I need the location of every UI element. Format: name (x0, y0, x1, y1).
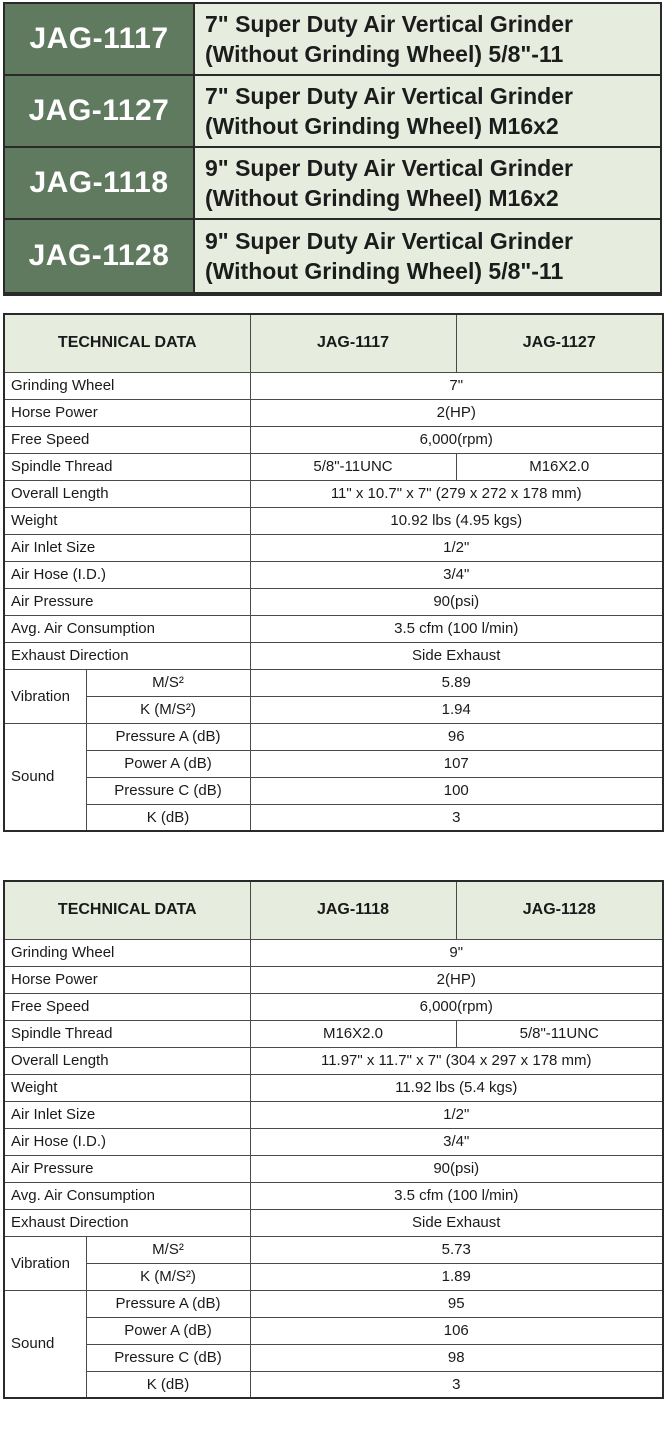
row-value: 3.5 cfm (100 l/min) (250, 1182, 663, 1209)
model-description-line: (Without Grinding Wheel) M16x2 (205, 185, 559, 211)
row-value: 11" x 10.7" x 7" (279 x 272 x 178 mm) (250, 480, 663, 507)
model-b-header: JAG-1128 (456, 881, 663, 939)
table-row (4, 1317, 663, 1344)
model-description-line: 7" Super Duty Air Vertical Grinder (205, 11, 573, 37)
group-label-vibration: Vibration (4, 669, 86, 723)
table-row (4, 669, 663, 696)
row-label: Free Speed (4, 993, 250, 1020)
table-row (4, 1371, 663, 1398)
row-label: Exhaust Direction (4, 642, 250, 669)
row-label: Horse Power (4, 399, 250, 426)
table-row (4, 615, 663, 642)
model-b-header: JAG-1127 (456, 314, 663, 372)
row-value: 6,000(rpm) (250, 426, 663, 453)
table-row (4, 804, 663, 831)
row-label: Pressure C (dB) (86, 1344, 250, 1371)
table-row (4, 1182, 663, 1209)
table-row (4, 750, 663, 777)
table-row (4, 723, 663, 750)
row-value: 1.89 (250, 1263, 663, 1290)
table-row (4, 993, 663, 1020)
row-value: 10.92 lbs (4.95 kgs) (250, 507, 663, 534)
model-code: JAG-1117 (5, 4, 193, 74)
row-value: 11.92 lbs (5.4 kgs) (250, 1074, 663, 1101)
row-label: Weight (4, 1074, 250, 1101)
model-description (195, 4, 660, 74)
row-value: 95 (250, 1290, 663, 1317)
row-label: Avg. Air Consumption (4, 615, 250, 642)
row-value: 5/8"-11UNC (456, 1020, 663, 1047)
model-description-line: (Without Grinding Wheel) 5/8"-11 (205, 258, 564, 284)
row-label: Avg. Air Consumption (4, 1182, 250, 1209)
row-value: Side Exhaust (250, 642, 663, 669)
row-label: Spindle Thread (4, 453, 250, 480)
row-value: 2(HP) (250, 399, 663, 426)
table-row (4, 1236, 663, 1263)
table-title: TECHNICAL DATA (4, 881, 250, 939)
group-label-sound: Sound (4, 1290, 86, 1398)
row-label: M/S² (86, 669, 250, 696)
row-value: 11.97" x 11.7" x 7" (304 x 297 x 178 mm) (250, 1047, 663, 1074)
model-description-line: 9" Super Duty Air Vertical Grinder (205, 155, 573, 181)
row-value: 7" (250, 372, 663, 399)
table-row (4, 696, 663, 723)
model-code: JAG-1128 (5, 220, 193, 292)
table-row (4, 1209, 663, 1236)
table-row (4, 1344, 663, 1371)
row-label: Free Speed (4, 426, 250, 453)
model-row (5, 4, 660, 74)
row-value: 107 (250, 750, 663, 777)
model-description (195, 220, 660, 292)
row-label: Air Hose (I.D.) (4, 1128, 250, 1155)
row-value: 9" (250, 939, 663, 966)
model-row (5, 148, 660, 218)
model-a-header: JAG-1118 (250, 881, 456, 939)
table-row (4, 534, 663, 561)
row-value: M16X2.0 (250, 1020, 456, 1047)
row-label: Pressure C (dB) (86, 777, 250, 804)
row-value: Side Exhaust (250, 1209, 663, 1236)
table-row (4, 561, 663, 588)
table-header-row (4, 314, 663, 372)
model-code: JAG-1127 (5, 76, 193, 146)
table-row (4, 1020, 663, 1047)
row-value: 3 (250, 804, 663, 831)
row-value: 5.73 (250, 1236, 663, 1263)
group-label-sound: Sound (4, 723, 86, 831)
table-header-row (4, 881, 663, 939)
table-title: TECHNICAL DATA (4, 314, 250, 372)
row-label: Overall Length (4, 480, 250, 507)
table-row (4, 1047, 663, 1074)
group-label-vibration: Vibration (4, 1236, 86, 1290)
row-label: Weight (4, 507, 250, 534)
spec-table-2 (3, 880, 664, 1399)
row-value: 6,000(rpm) (250, 993, 663, 1020)
model-description-line: 9" Super Duty Air Vertical Grinder (205, 228, 573, 254)
model-description-line: (Without Grinding Wheel) M16x2 (205, 113, 559, 139)
row-value: 3/4" (250, 1128, 663, 1155)
row-label: Air Inlet Size (4, 534, 250, 561)
row-label: Air Pressure (4, 1155, 250, 1182)
model-row (5, 76, 660, 146)
table-row (4, 642, 663, 669)
row-label: Air Inlet Size (4, 1101, 250, 1128)
table-row (4, 1074, 663, 1101)
model-description-line: 7" Super Duty Air Vertical Grinder (205, 83, 573, 109)
row-label: Air Hose (I.D.) (4, 561, 250, 588)
table-row (4, 1290, 663, 1317)
model-row (5, 220, 660, 292)
table-row (4, 1101, 663, 1128)
row-value: M16X2.0 (456, 453, 663, 480)
model-a-header: JAG-1117 (250, 314, 456, 372)
row-label: Grinding Wheel (4, 372, 250, 399)
row-label: K (M/S²) (86, 696, 250, 723)
row-value: 3 (250, 1371, 663, 1398)
row-value: 98 (250, 1344, 663, 1371)
table-row (4, 588, 663, 615)
row-value: 5.89 (250, 669, 663, 696)
row-label: Power A (dB) (86, 750, 250, 777)
row-label: K (M/S²) (86, 1263, 250, 1290)
row-value: 90(psi) (250, 588, 663, 615)
model-description-line: (Without Grinding Wheel) 5/8"-11 (205, 41, 564, 67)
row-label: Grinding Wheel (4, 939, 250, 966)
row-label: Horse Power (4, 966, 250, 993)
row-value: 90(psi) (250, 1155, 663, 1182)
row-value: 106 (250, 1317, 663, 1344)
table-row (4, 1263, 663, 1290)
table-row (4, 399, 663, 426)
table-row (4, 939, 663, 966)
row-label: Exhaust Direction (4, 1209, 250, 1236)
row-label: Pressure A (dB) (86, 1290, 250, 1317)
model-description (195, 76, 660, 146)
table-row (4, 480, 663, 507)
row-value: 3.5 cfm (100 l/min) (250, 615, 663, 642)
table-row (4, 507, 663, 534)
row-label: Air Pressure (4, 588, 250, 615)
row-value: 1.94 (250, 696, 663, 723)
spec-table-1 (3, 313, 664, 832)
table-row (4, 372, 663, 399)
row-label: Overall Length (4, 1047, 250, 1074)
row-label: K (dB) (86, 1371, 250, 1398)
row-value: 3/4" (250, 561, 663, 588)
row-label: Pressure A (dB) (86, 723, 250, 750)
table-row (4, 1128, 663, 1155)
table-row (4, 966, 663, 993)
row-label: Power A (dB) (86, 1317, 250, 1344)
row-value: 96 (250, 723, 663, 750)
table-row (4, 426, 663, 453)
row-label: M/S² (86, 1236, 250, 1263)
table-row (4, 777, 663, 804)
row-value: 1/2" (250, 1101, 663, 1128)
model-list (3, 2, 662, 296)
table-row (4, 453, 663, 480)
row-value: 1/2" (250, 534, 663, 561)
model-code: JAG-1118 (5, 148, 193, 218)
model-description (195, 148, 660, 218)
table-row (4, 1155, 663, 1182)
row-label: Spindle Thread (4, 1020, 250, 1047)
row-value: 5/8"-11UNC (250, 453, 456, 480)
row-value: 2(HP) (250, 966, 663, 993)
row-label: K (dB) (86, 804, 250, 831)
row-value: 100 (250, 777, 663, 804)
